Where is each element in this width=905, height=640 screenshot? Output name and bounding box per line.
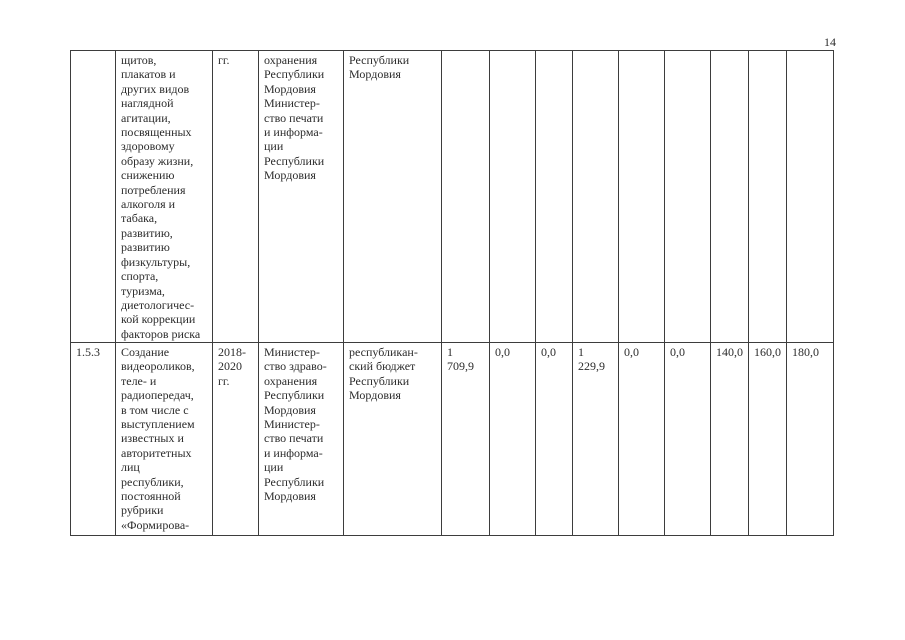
period-cell: гг.	[213, 51, 259, 343]
item-number-cell: 1.5.3	[71, 343, 116, 536]
value-cell: 0,0	[490, 343, 536, 536]
responsible-cell: охранения Республики Мордовия Министер- ство печати и информа- ции Республики Мордовия	[259, 51, 344, 343]
page-number: 14	[824, 35, 836, 49]
value-cell	[536, 51, 573, 343]
value-cell: 0,0	[536, 343, 573, 536]
value-cell: 1 709,9	[442, 343, 490, 536]
item-number-cell	[71, 51, 116, 343]
value-cell	[490, 51, 536, 343]
description-cell: щитов, плакатов и других видов наглядной агитации, посвященных здоровому образу жизни, снижению потребления алкоголя и табака, развитию, развитию физкультуры, спорта, туризма, диетологичес- кой коррекции факторов риска	[116, 51, 213, 343]
value-cell: 0,0	[665, 343, 711, 536]
value-cell: 140,0	[711, 343, 749, 536]
value-cell: 0,0	[619, 343, 665, 536]
description-cell: Создание видеороликов, теле- и радиопередач, в том числе с выступлением известных и авторитетных лиц республики, постоянной рубрики «Формирова-	[116, 343, 213, 536]
value-cell	[749, 51, 787, 343]
value-cell	[711, 51, 749, 343]
responsible-cell: Министер- ство здраво- охранения Республики Мордовия Министер- ство печати и информа- ции Республики Мордовия	[259, 343, 344, 536]
value-cell: 1 229,9	[573, 343, 619, 536]
value-cell	[787, 51, 834, 343]
table-row	[71, 51, 834, 343]
value-cell: 180,0	[787, 343, 834, 536]
table-row	[71, 343, 834, 536]
value-cell	[665, 51, 711, 343]
period-cell: 2018- 2020 гг.	[213, 343, 259, 536]
value-cell	[619, 51, 665, 343]
value-cell: 160,0	[749, 343, 787, 536]
funding-source-cell: Республики Мордовия	[344, 51, 442, 343]
program-activities-table	[70, 50, 834, 536]
value-cell	[442, 51, 490, 343]
funding-source-cell: республикан- ский бюджет Республики Мордовия	[344, 343, 442, 536]
value-cell	[573, 51, 619, 343]
